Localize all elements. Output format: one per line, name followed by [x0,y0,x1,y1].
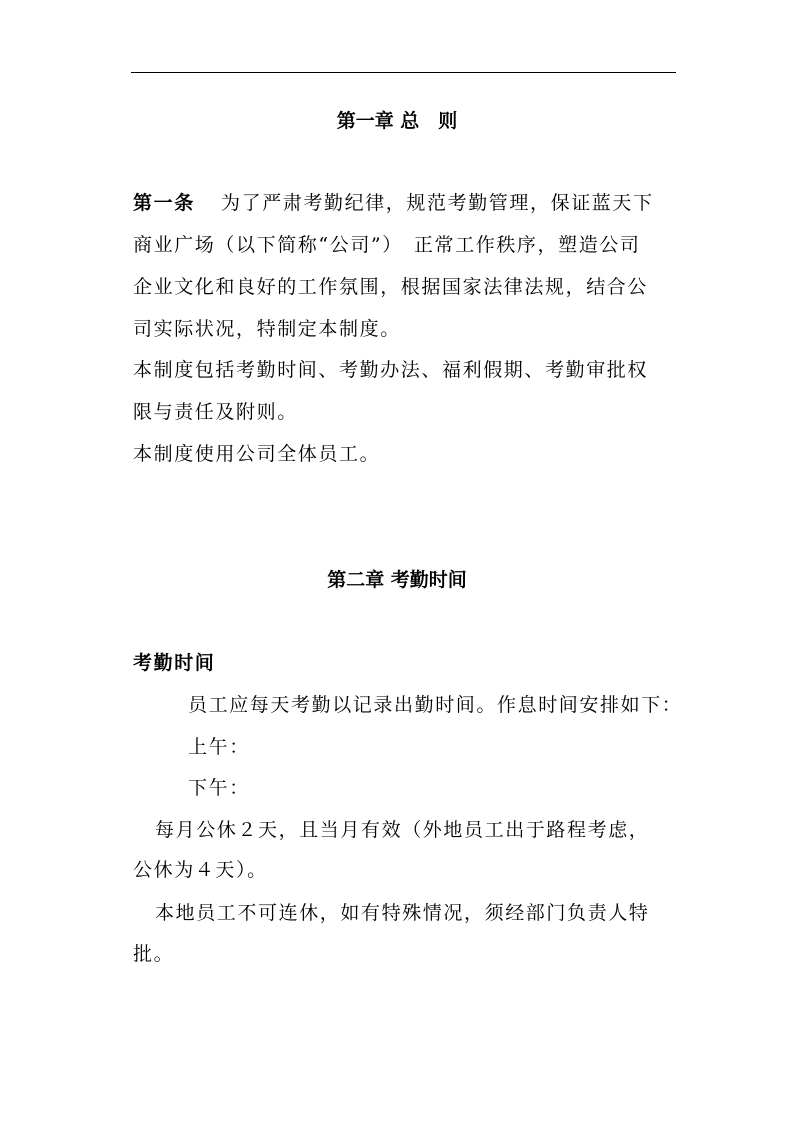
scope-line-1: 本制度包括考勤时间、考勤办法、福利假期、考勤审批权 [133,359,649,381]
afternoon-label: 下午： [188,777,250,799]
monthly-leave-line-2: 公休为４天）。 [133,859,268,881]
article-1-label: 第一条 [133,192,195,214]
article-1-line-4: 司实际状况，特制定本制度。 [133,318,401,340]
chapter-1-title: 第一章 总 则 [336,110,458,132]
article-1-line-1: 为了严肃考勤纪律，规范考勤管理，保证蓝天下 [221,192,654,214]
local-staff-line-1: 本地员工不可连休，如有特殊情况，须经部门负责人特 [155,902,650,924]
section-heading: 考勤时间 [133,652,216,674]
local-staff-line-2: 批。 [133,943,175,965]
schedule-intro: 员工应每天考勤以记录出勤时间。作息时间安排如下： [188,694,683,716]
morning-label: 上午： [188,736,250,758]
header-rule [131,72,676,73]
monthly-leave-line-1: 每月公休２天，且当月有效（外地员工出于路程考虑， [155,819,650,841]
article-1-line-3: 企业文化和良好的工作氛围，根据国家法律法规，结合公 [133,276,649,298]
scope-line-2: 限与责任及附则。 [133,401,298,423]
article-1-line-2: 商业广场（以下简称“公司”） 正常工作秩序，塑造公司 [133,234,641,256]
chapter-2-title: 第二章 考勤时间 [327,569,467,591]
applicability-line: 本制度使用公司全体员工。 [133,443,381,465]
